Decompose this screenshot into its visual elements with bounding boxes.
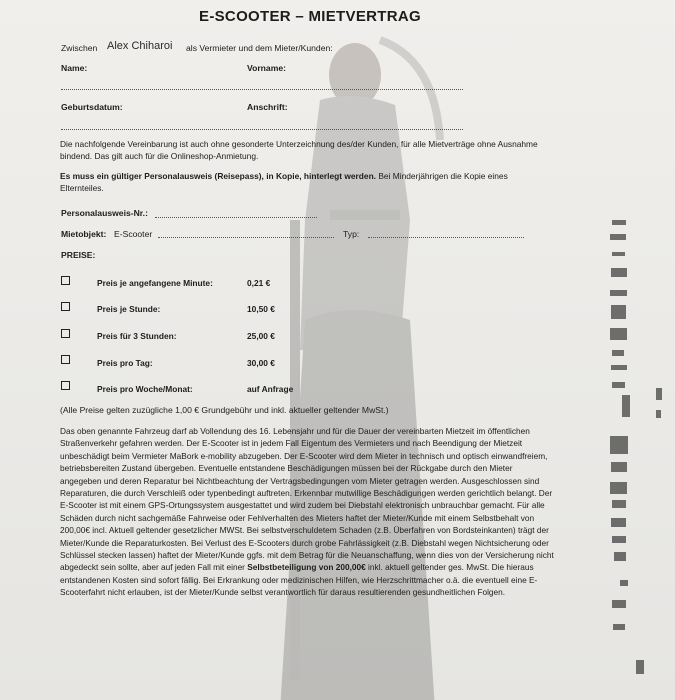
- price-name: Preis je angefangene Minute:: [97, 278, 213, 288]
- price-value: 25,00 €: [247, 331, 275, 341]
- price-value: 30,00 €: [247, 358, 275, 368]
- address-label: Anschrift:: [247, 102, 288, 112]
- landlord-name: Alex Chiharoi: [107, 40, 173, 52]
- terms-paragraph: [60, 425, 556, 599]
- terms-deductible: Selbstbeteiligung von 200,00€: [247, 562, 366, 573]
- price-value: 10,50 €: [247, 304, 275, 314]
- object-value: E-Scooter: [114, 229, 153, 239]
- prices-note: (Alle Preise gelten zuzügliche 1,00 € Grundgebühr und inkl. aktueller geltender MwSt.): [60, 405, 389, 415]
- price-checkbox-hour[interactable]: [61, 302, 70, 311]
- price-name: Preis pro Tag:: [97, 358, 153, 368]
- price-value: 0,21 €: [247, 278, 271, 288]
- id-copy-notice-bold: Es muss ein gültiger Personalausweis (Reisepass), in Kopie, hinterlegt werden.: [60, 171, 377, 181]
- document-title: E-SCOOTER – MIETVERTRAG: [199, 8, 421, 25]
- name-label: Name:: [61, 63, 88, 73]
- price-value: auf Anfrage: [247, 384, 294, 394]
- price-checkbox-day[interactable]: [61, 355, 70, 364]
- binding-notice: Die nachfolgende Vereinbarung ist auch ohne gesonderte Unterzeichnung des/der Kunden, für alle Mietverträge ohne Ausnahme bindend. Das gilt auch für die Onlineshop-Anmietung.: [60, 139, 538, 162]
- birthdate-label: Geburtsdatum:: [61, 102, 123, 112]
- price-name: Preis pro Woche/Monat:: [97, 384, 193, 394]
- price-checkbox-minute[interactable]: [61, 276, 70, 285]
- intro-prefix: Zwischen: [61, 43, 98, 53]
- type-label: Typ:: [343, 229, 360, 239]
- terms-part1: Das oben genannte Fahrzeug darf ab Vollendung des 16. Lebensjahr und für die Dauer der vereinbarten Mietzeit im öffentlichen Straßenverkehr gefahren werden. Der E-Scooter ist in jedem Fall Eigentum des Vermieters und nach Beendigung der Mietzeit unbeschädigt beim Vermieter MaBork e-mobility abzugeben. Der E-Scooter wird dem Mieter in technisch und optisch einwandfreiem, betriebsbereiten Zustand übergeben. Eventuelle entstandene Beschädigungen müssen bei der Rückgabe durch den Mieter angegeben und deren Reparatur bei Nichtbeachtung der Vertragsbedingungen vom Mieter getragen werden. Ausgeschlossen sind Reparaturen, die durch Verschleiß oder typenbedingt auftreten. Erkennbar mutwillige Beschädigungen werden gerichtlich belangt. Der E-Scooter ist mit einem GPS-Ortungssystem ausgestattet und wird zudem bei Diebstahl elektronisch unbrauchbar gemacht. Für alle Schäden durch nicht sachgemäße Fahrweise oder Fehlverhalten des Mieters haftet der Mieter/Kunde mit einem Selbstbehalt von 200,00€ incl. Aktuell geltender gesetzlicher MWSt. Bei selbstverschuldetem Schaden (z.B. Überfahren von Bordsteinkanten) trägt der Mieter/Kunde die Reparaturkosten. Bei Verlust des E-Scooters durch grobe Fahrlässigkeit (z.B. Diebstahl wegen Nichtsicherung oder Schlüssel stecken lassen) haftet der Mieter/Kunde ggfs. mit dem Betrag für die Neuanschaffung, wenn dies von der Versicherung nicht abgedeckt sein sollte, aber auf jeden Fall mit einer: [60, 426, 554, 573]
- vorname-label: Vorname:: [247, 63, 286, 73]
- object-line[interactable]: [158, 237, 334, 238]
- prices-heading: PREISE:: [61, 250, 96, 260]
- object-label: Mietobjekt:: [61, 229, 107, 239]
- price-name: Preis für 3 Stunden:: [97, 331, 177, 341]
- terms-part2: inkl. aktuell geltender ges. MwSt. Die hieraus entstandenen Kosten sind sofort fällig. Bei Erkrankung oder medizinischen Hilfen, wie Herzschrittmacher o.ä. die eventuell eine E-Scooterfahrt nicht erlauben, ist der Mieter/Kunde selbst verantwortlich für daraus resultierenden gesundheitlichen Folgen.: [60, 562, 538, 598]
- price-name: Preis je Stunde:: [97, 304, 161, 314]
- id-number-label: Personalausweis-Nr.:: [61, 208, 148, 218]
- type-line[interactable]: [368, 237, 524, 238]
- id-copy-notice: [60, 170, 550, 194]
- id-number-line[interactable]: [155, 217, 317, 218]
- id-copy-notice-rest: Bei Minderjährigen die Kopie eines Elternteiles.: [60, 171, 508, 194]
- intro-suffix: als Vermieter und dem Mieter/Kunden:: [186, 43, 333, 53]
- price-checkbox-week-month[interactable]: [61, 381, 70, 390]
- name-line[interactable]: [61, 89, 463, 90]
- price-checkbox-3-hours[interactable]: [61, 329, 70, 338]
- birthdate-line[interactable]: [61, 129, 463, 130]
